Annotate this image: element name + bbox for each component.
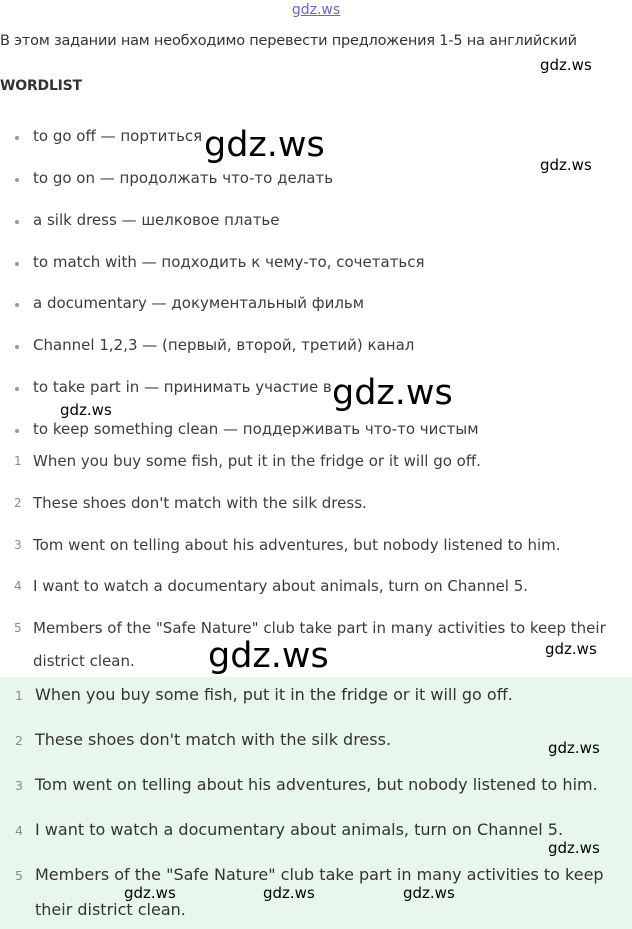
bullet-icon	[15, 429, 19, 433]
wordlist-item-text: a documentary — документальный фильм	[33, 294, 365, 312]
bullet-icon	[15, 178, 19, 182]
wordlist-title: WORDLIST	[0, 78, 82, 94]
sentence-item	[0, 494, 632, 518]
wordlist-item	[0, 211, 632, 235]
sentence-text: Members of the "Safe Nature" club take part in many activities to keep their	[33, 619, 606, 637]
watermark: gdz.ws	[540, 56, 592, 74]
wordlist-item-text: to go on — продолжать что-то делать	[33, 169, 334, 187]
watermark: gdz.ws	[60, 401, 112, 419]
answer-number: 1	[15, 688, 23, 703]
watermark: gdz.ws	[403, 884, 455, 902]
watermark: gdz.ws	[332, 373, 453, 413]
wordlist-item	[0, 253, 632, 277]
wordlist-item	[0, 378, 632, 402]
bullet-icon	[15, 303, 19, 307]
intro-text: В этом задании нам необходимо перевести предложения 1-5 на английский	[0, 33, 577, 49]
wordlist-item-text: Channel 1,2,3 — (первый, второй, третий) канал	[33, 336, 415, 354]
wordlist-item-text: to keep something clean — поддерживать что-то чистым	[33, 420, 479, 438]
answer-number: 2	[15, 733, 23, 748]
sentence-item	[0, 536, 632, 560]
sentence-text: Tom went on telling about his adventures, but nobody listened to him.	[33, 536, 561, 554]
answer-text-continued: their district clean.	[35, 900, 186, 919]
wordlist-item	[0, 294, 632, 318]
answer-item	[0, 685, 632, 711]
sentence-text: These shoes don't match with the silk dress.	[33, 494, 367, 512]
sentence-number: 2	[14, 496, 22, 510]
watermark: gdz.ws	[548, 839, 600, 857]
answer-text: I want to watch a documentary about animals, turn on Channel 5.	[35, 820, 564, 839]
answer-text: Members of the "Safe Nature" club take part in many activities to keep	[35, 865, 604, 884]
bullet-icon	[15, 262, 19, 266]
answer-item	[0, 865, 632, 925]
watermark: gdz.ws	[208, 636, 329, 676]
sentence-text: I want to watch a documentary about animals, turn on Channel 5.	[33, 577, 529, 595]
answer-text: These shoes don't match with the silk dress.	[35, 730, 392, 749]
sentence-number: 5	[14, 621, 22, 635]
wordlist-item	[0, 169, 632, 193]
answer-box	[0, 677, 632, 929]
bullet-icon	[15, 345, 19, 349]
answer-text: Tom went on telling about his adventures, but nobody listened to him.	[35, 775, 598, 794]
sentence-text-continued: district clean.	[33, 652, 135, 670]
answer-number: 5	[15, 868, 23, 883]
watermark: gdz.ws	[545, 640, 597, 658]
sentence-number: 1	[14, 454, 22, 468]
watermark: gdz.ws	[548, 739, 600, 757]
wordlist-item-text: to go off — портиться	[33, 127, 203, 145]
answer-number: 4	[15, 823, 23, 838]
wordlist-item-text: to match with — подходить к чему-то, сочетаться	[33, 253, 425, 271]
sentence-item	[0, 577, 632, 601]
wordlist-item	[0, 336, 632, 360]
watermark: gdz.ws	[204, 125, 325, 165]
answer-item	[0, 820, 632, 846]
answer-item	[0, 775, 632, 801]
watermark: gdz.ws	[263, 884, 315, 902]
header-watermark-link[interactable]: gdz.ws	[291, 2, 341, 18]
answer-number: 3	[15, 778, 23, 793]
sentence-number: 3	[14, 538, 22, 552]
sentence-item	[0, 452, 632, 476]
answer-item	[0, 730, 632, 756]
bullet-icon	[15, 387, 19, 391]
answer-text: When you buy some fish, put it in the fridge or it will go off.	[35, 685, 513, 704]
wordlist-item-text: a silk dress — шелковое платье	[33, 211, 280, 229]
bullet-icon	[15, 136, 19, 140]
wordlist-item	[0, 420, 632, 444]
watermark: gdz.ws	[124, 884, 176, 902]
bullet-icon	[15, 220, 19, 224]
watermark: gdz.ws	[540, 156, 592, 174]
sentence-text: When you buy some fish, put it in the fridge or it will go off.	[33, 452, 481, 470]
wordlist-item-text: to take part in — принимать участие в	[33, 378, 332, 396]
sentence-number: 4	[14, 579, 22, 593]
